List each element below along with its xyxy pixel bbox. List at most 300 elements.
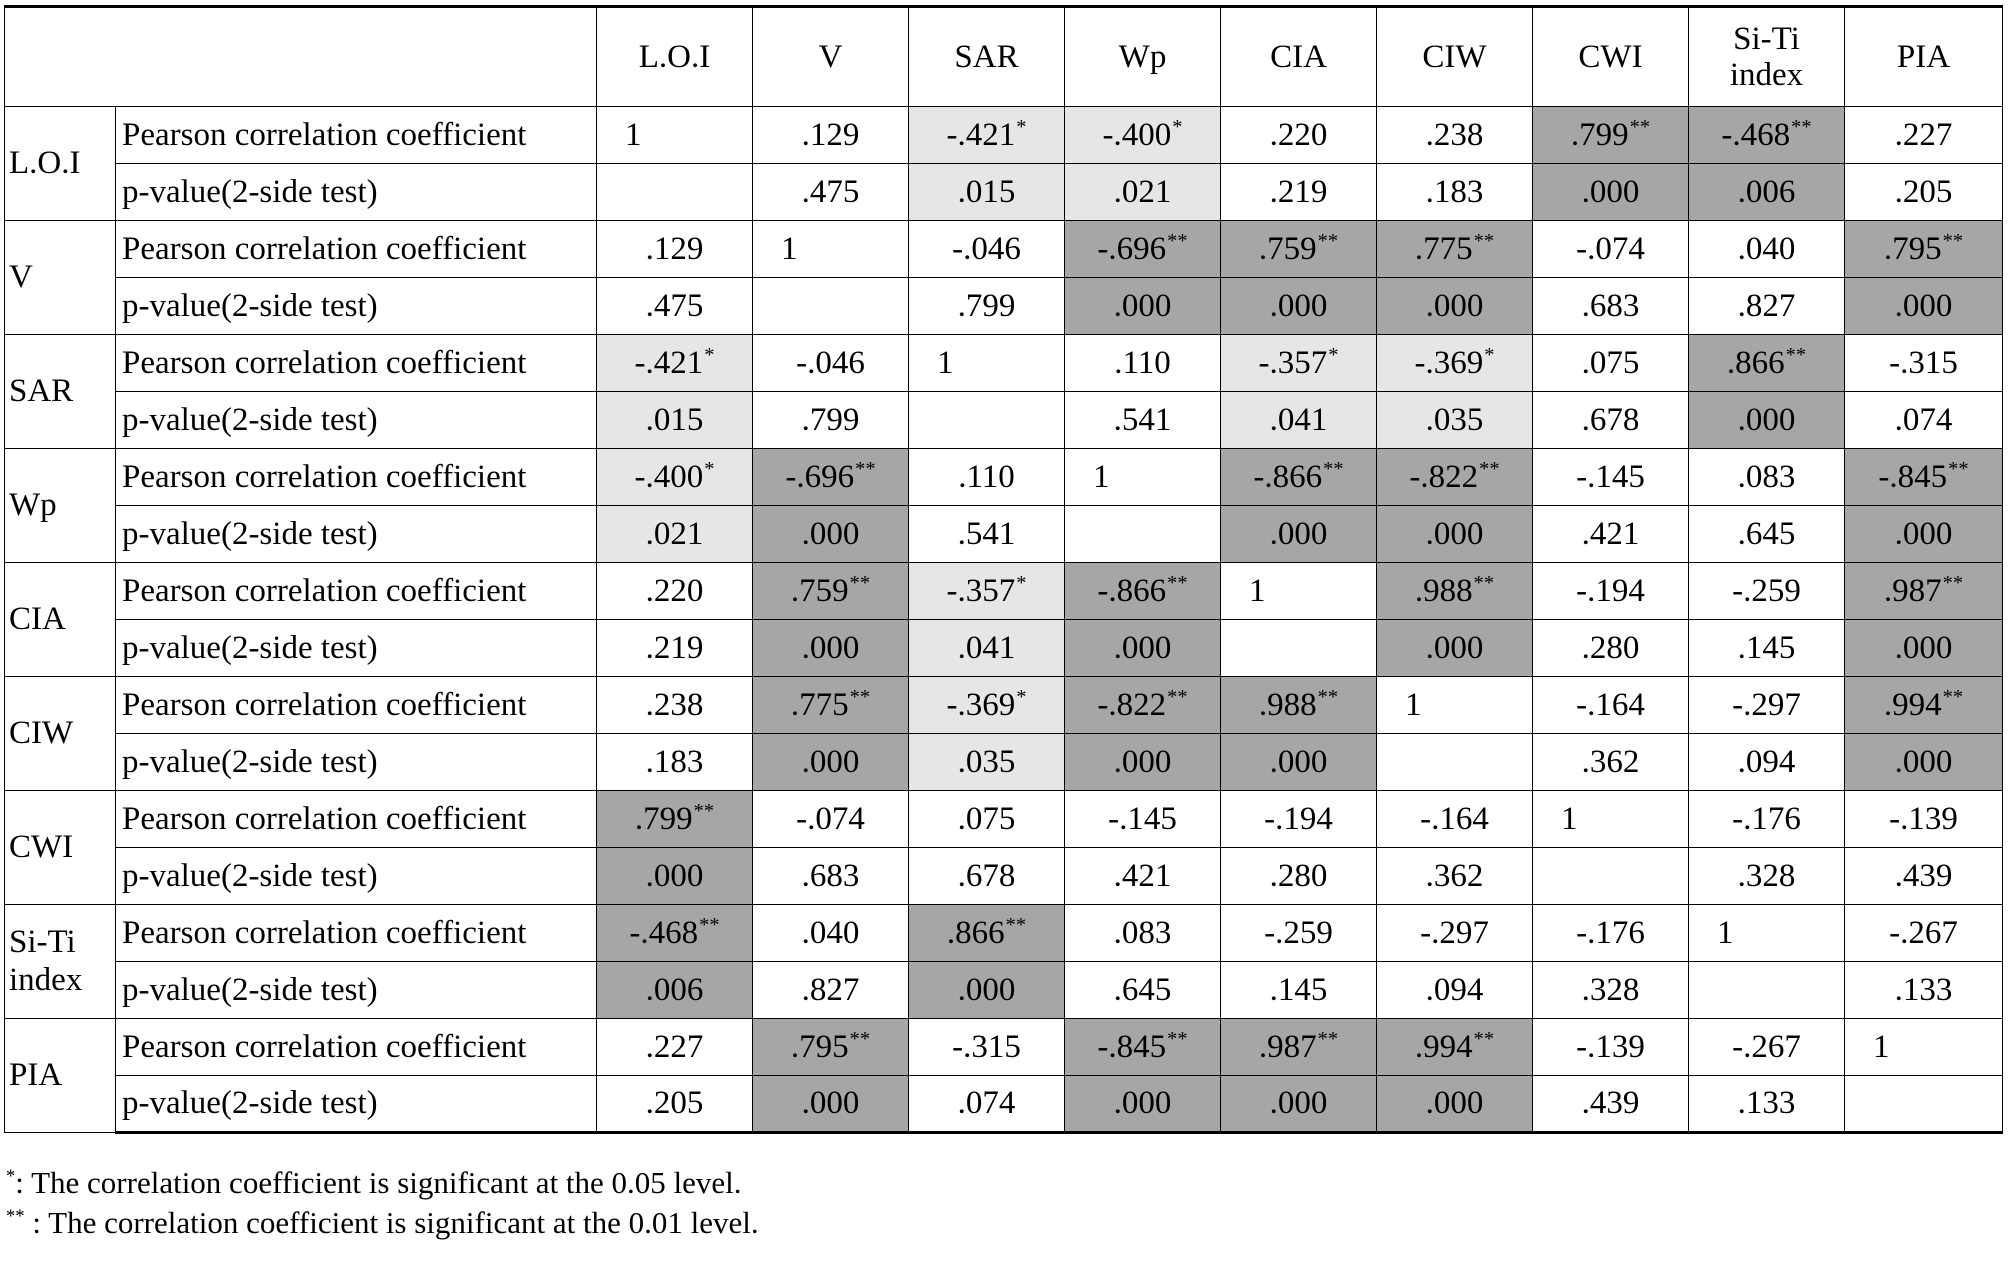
- p-value-cell: .827: [753, 962, 909, 1019]
- p-value-cell: .362: [1533, 734, 1689, 791]
- p-value-cell: .000: [1065, 278, 1221, 335]
- table-row: [5, 905, 2003, 962]
- p-value-cell: .280: [1221, 848, 1377, 905]
- correlation-cell: [1533, 449, 1689, 506]
- row-header: SAR: [5, 335, 116, 449]
- correlation-value: .040: [1737, 230, 1796, 267]
- correlation-cell: [1065, 221, 1221, 278]
- p-value-cell: .183: [1377, 164, 1533, 221]
- significance-mark: *: [1484, 344, 1495, 367]
- correlation-value: -.194: [1264, 800, 1333, 837]
- correlation-value: .129: [645, 230, 704, 267]
- row-header: Wp: [5, 449, 116, 563]
- p-value-cell: .827: [1689, 278, 1845, 335]
- table-row: [5, 449, 2003, 506]
- correlation-value: .775: [790, 686, 849, 723]
- p-value-cell: .475: [753, 164, 909, 221]
- correlation-value: .987: [1883, 572, 1942, 609]
- p-value-cell: .219: [1221, 164, 1377, 221]
- correlation-cell: [597, 449, 753, 506]
- significance-mark: **: [1473, 1028, 1495, 1051]
- statistic-label: p-value(2-side test): [116, 392, 597, 449]
- correlation-cell: [1065, 791, 1221, 848]
- correlation-cell: [597, 1019, 753, 1076]
- statistic-label: p-value(2-side test): [116, 848, 597, 905]
- correlation-cell: [597, 563, 753, 620]
- p-value-cell: .000: [1533, 164, 1689, 221]
- p-value-cell: [1377, 734, 1533, 791]
- correlation-cell: [1377, 335, 1533, 392]
- p-value-cell: .421: [1533, 506, 1689, 563]
- p-value-cell: .000: [1221, 506, 1377, 563]
- correlation-value: .994: [1414, 1028, 1473, 1065]
- correlation-value: .220: [1269, 116, 1328, 153]
- correlation-cell: [1065, 107, 1221, 164]
- correlation-cell: [1845, 791, 2003, 848]
- p-value-cell: .006: [597, 962, 753, 1019]
- table-row: [5, 620, 2003, 677]
- correlation-value: -.176: [1576, 914, 1645, 951]
- p-value-cell: .645: [1065, 962, 1221, 1019]
- p-value-cell: .000: [1065, 1076, 1221, 1133]
- column-header: V: [753, 7, 909, 107]
- statistic-label: Pearson correlation coefficient: [116, 563, 597, 620]
- correlation-value: .075: [1581, 344, 1640, 381]
- correlation-value: -.074: [796, 800, 865, 837]
- correlation-value: -.074: [1576, 230, 1645, 267]
- correlation-value: -.845: [1878, 458, 1948, 495]
- table-row: [5, 734, 2003, 791]
- p-value-cell: .000: [1845, 734, 2003, 791]
- correlation-cell: [909, 563, 1065, 620]
- p-value-cell: .328: [1533, 962, 1689, 1019]
- correlation-value: -.696: [1097, 230, 1167, 267]
- statistic-label: p-value(2-side test): [116, 620, 597, 677]
- p-value-cell: .183: [597, 734, 753, 791]
- correlation-value: .988: [1414, 572, 1473, 609]
- statistic-label: p-value(2-side test): [116, 1076, 597, 1133]
- p-value-cell: .475: [597, 278, 753, 335]
- significance-mark: *: [1016, 686, 1027, 709]
- p-value-cell: .015: [909, 164, 1065, 221]
- statistic-label: Pearson correlation coefficient: [116, 221, 597, 278]
- correlation-cell: [1689, 791, 1845, 848]
- p-value-cell: .000: [1065, 620, 1221, 677]
- correlation-value: .759: [1258, 230, 1317, 267]
- correlation-cell: [1221, 449, 1377, 506]
- p-value-cell: .000: [1689, 392, 1845, 449]
- correlation-value: .799: [634, 800, 693, 837]
- p-value-cell: .074: [1845, 392, 2003, 449]
- significance-mark: **: [1317, 1028, 1339, 1051]
- correlation-value: -.822: [1409, 458, 1479, 495]
- p-value-cell: .094: [1377, 962, 1533, 1019]
- table-row: [5, 962, 2003, 1019]
- correlation-value: -.400: [1102, 116, 1172, 153]
- table-row: [5, 677, 2003, 734]
- significance-mark: **: [1473, 572, 1495, 595]
- correlation-value: .040: [801, 914, 860, 951]
- significance-mark: **: [1942, 686, 1964, 709]
- p-value-cell: .041: [909, 620, 1065, 677]
- p-value-cell: .000: [1377, 506, 1533, 563]
- correlation-cell: [1845, 905, 2003, 962]
- note-text: : The correlation coefficient is significant at the 0.05 level.: [15, 1165, 742, 1200]
- row-header: CIA: [5, 563, 116, 677]
- p-value-cell: .133: [1845, 962, 2003, 1019]
- correlation-cell: [1689, 221, 1845, 278]
- p-value-cell: .000: [1221, 1076, 1377, 1133]
- correlation-cell: [1845, 449, 2003, 506]
- correlation-cell: [1689, 107, 1845, 164]
- corner-cell: [5, 7, 597, 107]
- row-header: CWI: [5, 791, 116, 905]
- correlation-cell: [909, 791, 1065, 848]
- table-notes: [6, 1163, 759, 1243]
- column-header: SAR: [909, 7, 1065, 107]
- note-mark: *: [6, 1165, 16, 1187]
- p-value-cell: .000: [1377, 1076, 1533, 1133]
- statistic-label: Pearson correlation coefficient: [116, 1019, 597, 1076]
- p-value-cell: .421: [1065, 848, 1221, 905]
- correlation-value: -.845: [1097, 1028, 1167, 1065]
- p-value-cell: [1221, 620, 1377, 677]
- p-value-cell: [753, 278, 909, 335]
- correlation-cell: [1377, 563, 1533, 620]
- p-value-cell: .041: [1221, 392, 1377, 449]
- significance-mark: **: [1167, 1028, 1188, 1051]
- correlation-cell: [1221, 1019, 1377, 1076]
- correlation-value: -.194: [1576, 572, 1645, 609]
- correlation-value: 1: [625, 116, 642, 153]
- p-value-cell: .000: [753, 1076, 909, 1133]
- correlation-cell: [1533, 1019, 1689, 1076]
- p-value-cell: .000: [1065, 734, 1221, 791]
- table-row: [5, 221, 2003, 278]
- correlation-cell: [597, 905, 753, 962]
- significance-mark: **: [1167, 230, 1188, 253]
- correlation-value: 1: [1717, 914, 1734, 951]
- row-header: Si-Ti index: [5, 905, 116, 1019]
- correlation-cell: [1377, 107, 1533, 164]
- statistic-label: p-value(2-side test): [116, 734, 597, 791]
- statistic-label: Pearson correlation coefficient: [116, 107, 597, 164]
- significance-mark: **: [699, 914, 720, 937]
- correlation-cell: [1533, 563, 1689, 620]
- correlation-value: -.468: [1721, 116, 1791, 153]
- p-value-cell: .362: [1377, 848, 1533, 905]
- p-value-cell: .439: [1845, 848, 2003, 905]
- correlation-cell: [1065, 449, 1221, 506]
- p-value-cell: [1065, 506, 1221, 563]
- p-value-cell: .035: [1377, 392, 1533, 449]
- row-header: L.O.I: [5, 107, 116, 221]
- correlation-cell: [1221, 791, 1377, 848]
- correlation-cell: [1533, 335, 1689, 392]
- row-header: PIA: [5, 1019, 116, 1133]
- p-value-cell: .678: [1533, 392, 1689, 449]
- correlation-cell: [1377, 1019, 1533, 1076]
- correlation-value: .238: [645, 686, 704, 723]
- correlation-cell: [1377, 221, 1533, 278]
- table-row: [5, 563, 2003, 620]
- correlation-value: -.468: [629, 914, 699, 951]
- correlation-cell: [1845, 221, 2003, 278]
- correlation-value: -.357: [946, 572, 1016, 609]
- correlation-cell: [597, 221, 753, 278]
- table-row: [5, 164, 2003, 221]
- p-value-cell: .683: [753, 848, 909, 905]
- correlation-cell: [1377, 677, 1533, 734]
- correlation-cell: [753, 1019, 909, 1076]
- column-header: Wp: [1065, 7, 1221, 107]
- correlation-cell: [597, 677, 753, 734]
- correlation-table: [4, 5, 2003, 1134]
- significance-mark: *: [1328, 344, 1339, 367]
- significance-mark: **: [1629, 116, 1651, 139]
- p-value-cell: .000: [1221, 734, 1377, 791]
- p-value-cell: .015: [597, 392, 753, 449]
- p-value-cell: [1845, 1076, 2003, 1133]
- correlation-cell: [1221, 677, 1377, 734]
- table-row: [5, 392, 2003, 449]
- correlation-cell: [1689, 449, 1845, 506]
- significance-mark: **: [1948, 458, 1969, 481]
- p-value-cell: .439: [1533, 1076, 1689, 1133]
- correlation-value: .083: [1113, 914, 1172, 951]
- table-row: [5, 1076, 2003, 1133]
- correlation-value: -.315: [1889, 344, 1958, 381]
- correlation-value: 1: [1093, 458, 1110, 495]
- correlation-value: .227: [1894, 116, 1953, 153]
- p-value-cell: .541: [1065, 392, 1221, 449]
- table-row: [5, 1019, 2003, 1076]
- p-value-cell: .074: [909, 1076, 1065, 1133]
- correlation-cell: [1689, 335, 1845, 392]
- correlation-cell: [753, 335, 909, 392]
- correlation-value: .220: [645, 572, 704, 609]
- correlation-value: .994: [1883, 686, 1942, 723]
- correlation-cell: [1221, 221, 1377, 278]
- p-value-cell: .021: [1065, 164, 1221, 221]
- correlation-cell: [753, 221, 909, 278]
- p-value-cell: .205: [597, 1076, 753, 1133]
- correlation-cell: [1221, 905, 1377, 962]
- correlation-cell: [753, 449, 909, 506]
- column-header: L.O.I: [597, 7, 753, 107]
- correlation-cell: [1533, 107, 1689, 164]
- correlation-value: .759: [790, 572, 849, 609]
- column-header: PIA: [1845, 7, 2003, 107]
- p-value-cell: .021: [597, 506, 753, 563]
- correlation-value: -.139: [1576, 1028, 1645, 1065]
- p-value-cell: .133: [1689, 1076, 1845, 1133]
- significance-mark: **: [849, 1028, 871, 1051]
- correlation-value: .866: [946, 914, 1005, 951]
- correlation-cell: [753, 677, 909, 734]
- p-value-cell: .145: [1221, 962, 1377, 1019]
- p-value-cell: .035: [909, 734, 1065, 791]
- correlation-cell: [1065, 563, 1221, 620]
- p-value-cell: .683: [1533, 278, 1689, 335]
- correlation-value: -.866: [1253, 458, 1323, 495]
- p-value-cell: [1689, 962, 1845, 1019]
- correlation-cell: [1377, 791, 1533, 848]
- correlation-value: .866: [1726, 344, 1785, 381]
- correlation-cell: [1533, 221, 1689, 278]
- correlation-cell: [1065, 905, 1221, 962]
- note-mark: **: [6, 1205, 25, 1227]
- p-value-cell: [909, 392, 1065, 449]
- note-significance-001: [6, 1203, 759, 1243]
- correlation-value: -.259: [1264, 914, 1333, 951]
- correlation-cell: [1689, 677, 1845, 734]
- correlation-cell: [909, 905, 1065, 962]
- correlation-value: -.164: [1420, 800, 1489, 837]
- correlation-value: 1: [1405, 686, 1422, 723]
- correlation-cell: [1845, 1019, 2003, 1076]
- correlation-cell: [1221, 563, 1377, 620]
- header-row: [5, 7, 2003, 107]
- significance-mark: **: [1167, 572, 1188, 595]
- correlation-cell: [909, 335, 1065, 392]
- p-value-cell: .645: [1689, 506, 1845, 563]
- note-text: : The correlation coefficient is significant at the 0.01 level.: [24, 1205, 759, 1240]
- correlation-value: .129: [801, 116, 860, 153]
- correlation-value: .227: [645, 1028, 704, 1065]
- significance-mark: **: [1942, 572, 1964, 595]
- correlation-cell: [1377, 449, 1533, 506]
- p-value-cell: .000: [1845, 620, 2003, 677]
- significance-mark: **: [693, 800, 715, 823]
- table-body: [5, 7, 2003, 1133]
- p-value-cell: [1533, 848, 1689, 905]
- correlation-value: -.400: [634, 458, 704, 495]
- correlation-value: -.139: [1889, 800, 1958, 837]
- p-value-cell: .000: [753, 620, 909, 677]
- correlation-value: -.259: [1732, 572, 1801, 609]
- p-value-cell: .799: [753, 392, 909, 449]
- correlation-value: -.145: [1576, 458, 1645, 495]
- column-header: Si-Ti index: [1689, 7, 1845, 107]
- p-value-cell: .000: [1845, 278, 2003, 335]
- correlation-cell: [1845, 677, 2003, 734]
- significance-mark: **: [1317, 686, 1339, 709]
- correlation-value: .238: [1425, 116, 1484, 153]
- correlation-value: -.357: [1258, 344, 1328, 381]
- table-row: [5, 791, 2003, 848]
- significance-mark: **: [1791, 116, 1812, 139]
- correlation-value: 1: [937, 344, 954, 381]
- correlation-value: .110: [958, 458, 1015, 495]
- correlation-value: -.176: [1732, 800, 1801, 837]
- statistic-label: p-value(2-side test): [116, 506, 597, 563]
- correlation-value: .799: [1570, 116, 1629, 153]
- correlation-cell: [1221, 107, 1377, 164]
- significance-mark: **: [1942, 230, 1964, 253]
- statistic-label: Pearson correlation coefficient: [116, 677, 597, 734]
- row-header: CIW: [5, 677, 116, 791]
- correlation-cell: [1845, 563, 2003, 620]
- p-value-cell: .000: [1221, 278, 1377, 335]
- correlation-cell: [1377, 905, 1533, 962]
- table-row: [5, 848, 2003, 905]
- table-row: [5, 335, 2003, 392]
- correlation-value: .988: [1258, 686, 1317, 723]
- table-row: [5, 506, 2003, 563]
- correlation-cell: [753, 791, 909, 848]
- p-value-cell: .678: [909, 848, 1065, 905]
- p-value-cell: .000: [597, 848, 753, 905]
- correlation-value: -.267: [1889, 914, 1958, 951]
- correlation-cell: [597, 335, 753, 392]
- significance-mark: **: [1317, 230, 1339, 253]
- p-value-cell: .541: [909, 506, 1065, 563]
- correlation-value: -.164: [1576, 686, 1645, 723]
- correlation-value: .775: [1414, 230, 1473, 267]
- significance-mark: **: [1473, 230, 1495, 253]
- p-value-cell: .000: [1845, 506, 2003, 563]
- correlation-cell: [753, 905, 909, 962]
- correlation-value: .795: [790, 1028, 849, 1065]
- correlation-cell: [1065, 335, 1221, 392]
- p-value-cell: [597, 164, 753, 221]
- statistic-label: p-value(2-side test): [116, 962, 597, 1019]
- correlation-cell: [1533, 905, 1689, 962]
- correlation-cell: [909, 1019, 1065, 1076]
- correlation-value: .987: [1258, 1028, 1317, 1065]
- statistic-label: p-value(2-side test): [116, 278, 597, 335]
- significance-mark: **: [855, 458, 876, 481]
- statistic-label: Pearson correlation coefficient: [116, 335, 597, 392]
- correlation-cell: [1065, 677, 1221, 734]
- significance-mark: *: [1016, 572, 1027, 595]
- correlation-value: .083: [1737, 458, 1796, 495]
- correlation-cell: [753, 563, 909, 620]
- correlation-cell: [1533, 791, 1689, 848]
- correlation-cell: [1533, 677, 1689, 734]
- statistic-label: Pearson correlation coefficient: [116, 905, 597, 962]
- p-value-cell: .280: [1533, 620, 1689, 677]
- correlation-cell: [1221, 335, 1377, 392]
- correlation-cell: [909, 677, 1065, 734]
- correlation-value: 1: [1873, 1028, 1890, 1065]
- p-value-cell: .000: [753, 506, 909, 563]
- significance-mark: **: [1479, 458, 1500, 481]
- correlation-value: -.822: [1097, 686, 1167, 723]
- significance-mark: *: [704, 458, 715, 481]
- significance-mark: **: [1785, 344, 1807, 367]
- significance-mark: **: [1323, 458, 1344, 481]
- correlation-cell: [753, 107, 909, 164]
- statistic-label: Pearson correlation coefficient: [116, 791, 597, 848]
- significance-mark: *: [1016, 116, 1027, 139]
- correlation-value: 1: [781, 230, 798, 267]
- column-header: CIA: [1221, 7, 1377, 107]
- significance-mark: **: [1167, 686, 1188, 709]
- p-value-cell: .145: [1689, 620, 1845, 677]
- correlation-cell: [597, 791, 753, 848]
- correlation-cell: [909, 221, 1065, 278]
- correlation-value: -.369: [946, 686, 1016, 723]
- statistic-label: Pearson correlation coefficient: [116, 449, 597, 506]
- correlation-value: -.315: [952, 1028, 1021, 1065]
- correlation-value: -.046: [952, 230, 1021, 267]
- correlation-cell: [597, 107, 753, 164]
- table-row: [5, 107, 2003, 164]
- correlation-cell: [1845, 335, 2003, 392]
- correlation-cell: [1689, 905, 1845, 962]
